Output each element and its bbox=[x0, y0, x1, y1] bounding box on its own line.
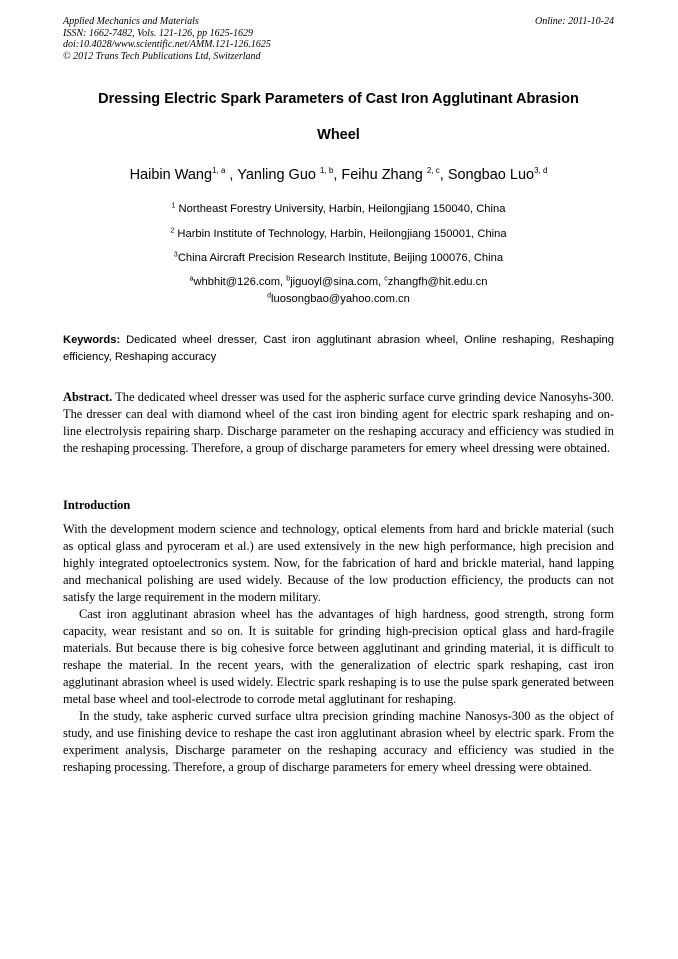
email-address: luosongbao@yahoo.com.cn bbox=[271, 293, 410, 305]
abstract-label: Abstract. bbox=[63, 390, 113, 404]
author-name: Feihu Zhang bbox=[341, 167, 427, 183]
journal-header bbox=[63, 16, 423, 62]
keywords-block bbox=[63, 332, 614, 366]
paper-title-line-2: Wheel bbox=[317, 127, 360, 143]
copyright-line: © 2012 Trans Tech Publications Ltd, Switzerland bbox=[63, 50, 261, 62]
paragraph: In the study, take aspheric curved surface ultra precision grinding machine Nanosys-300 as the object of study, and use finishing device to reshape the cast iron agglutinant abrasion wheel by electric spark. From the experiment analysis, Discharge parameter on the reshaping accuracy and efficiency was studied in the reshaping processing. Therefore, a group of discharge parameters for emery wheel dressing were obtained. bbox=[63, 709, 614, 774]
section-heading-introduction: Introduction bbox=[63, 498, 131, 512]
paragraph: With the development modern science and technology, optical elements from hard and brickle material (such as optical glass and pyroceram et al.) are used extensively in the new high performance, high precision and highly integrated optoelectronics system. Now, for the fabrication of hard and brickle material, hand lapping and mechanical polishing are used widely. Because of the low production efficiency, the products can not satisfy the large requirement in the modern military. bbox=[63, 522, 614, 604]
author-affiliation-mark: 2, c bbox=[426, 166, 440, 176]
author-affiliation-mark: 1, b bbox=[319, 166, 334, 176]
paper-title-line-1: Dressing Electric Spark Parameters of Cast Iron Agglutinant Abrasion bbox=[98, 91, 579, 107]
affiliation-2 bbox=[63, 228, 614, 240]
email-mark: a bbox=[189, 275, 194, 283]
keywords-text: Dedicated wheel dresser, Cast iron agglutinant abrasion wheel, Online reshaping, Reshaping efficiency, Reshaping accuracy bbox=[63, 334, 614, 363]
keywords-label: Keywords: bbox=[63, 334, 121, 346]
author-name: Songbao Luo bbox=[447, 167, 535, 183]
journal-name: Applied Mechanics and Materials bbox=[63, 16, 199, 27]
affiliation-1 bbox=[63, 203, 614, 215]
email-mark: c bbox=[384, 275, 388, 283]
author-name: Yanling Guo bbox=[237, 167, 320, 183]
email-mark: b bbox=[286, 275, 291, 283]
abstract-text: The dedicated wheel dresser was used for the aspheric surface curve grinding device Nanosyhs-300. The dresser can deal with diamond wheel of the cast iron binding agent for electric spark reshaping and on-line electrolysis repairing sharp. Discharge parameter on the reshaping accuracy and efficiency was studied in the reshaping processing. Therefore, a group of discharge parameters for emery wheel dressing were obtained. bbox=[63, 390, 614, 455]
author-list bbox=[63, 167, 614, 183]
introduction-body bbox=[63, 521, 614, 776]
email-address: zhangfh@hit.edu.cn bbox=[387, 276, 488, 288]
email-address: whbhit@126.com, bbox=[193, 276, 287, 288]
affiliation-mark: 1 bbox=[171, 202, 176, 210]
email-line-2 bbox=[63, 293, 614, 305]
email-line-1 bbox=[63, 276, 614, 288]
affiliation-text: China Aircraft Precision Research Institute, Beijing 100076, China bbox=[177, 252, 504, 264]
author-affiliation-mark: 3, d bbox=[534, 166, 548, 176]
affiliation-3 bbox=[63, 252, 614, 264]
author-separator: , bbox=[439, 167, 448, 183]
affiliation-text: Northeast Forestry University, Harbin, Heilongjiang 150040, China bbox=[175, 203, 506, 215]
doi-line: doi:10.4028/www.scientific.net/AMM.121-126.1625 bbox=[63, 39, 271, 50]
author-separator: , bbox=[333, 167, 342, 183]
affiliation-text: Harbin Institute of Technology, Harbin, Heilongjiang 150001, China bbox=[174, 228, 507, 240]
email-mark: d bbox=[267, 292, 272, 300]
author-affiliation-mark: 1, a bbox=[212, 166, 226, 176]
abstract-block bbox=[63, 389, 614, 457]
author-name: Haibin Wang bbox=[129, 167, 213, 183]
issn-line: ISSN: 1662-7482, Vols. 121-126, pp 1625-1629 bbox=[63, 27, 253, 39]
affiliation-mark: 2 bbox=[170, 227, 175, 235]
online-date: Online: 2011-10-24 bbox=[535, 16, 614, 27]
author-separator: , bbox=[225, 167, 238, 183]
paragraph: Cast iron agglutinant abrasion wheel has the advantages of high hardness, good strength, strong form capacity, wear resistant and so on. It is suitable for grinding high-precision optical glass and hard-fragile materials. But because there is big cohesive force between agglutinant and grinding material, it is difficult to reshape the material. In the recent years, with the generalization of electric spark reshaping, cast iron agglutinant abrasion wheel is used widely. Electric spark reshaping is to use the pulse spark generated between metal base wheel and tool-electrode to corrode metal agglutinant for reshaping. bbox=[63, 607, 614, 706]
affiliation-mark: 3 bbox=[173, 251, 178, 259]
email-address: jiguoyl@sina.com, bbox=[290, 276, 385, 288]
